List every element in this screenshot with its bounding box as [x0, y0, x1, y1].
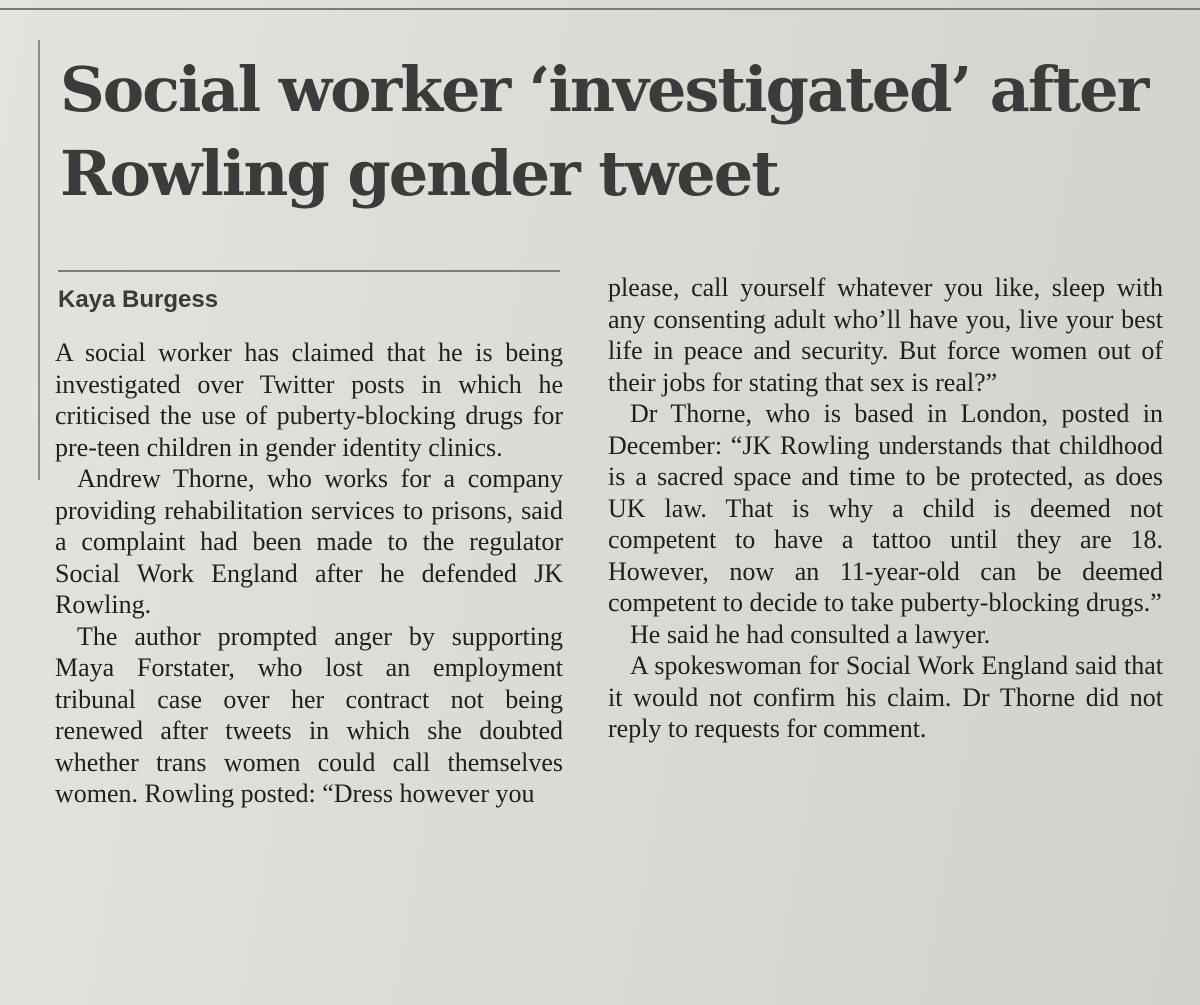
article-byline: Kaya Burgess [58, 286, 219, 313]
article-paragraph: He said he had consulted a lawyer. [630, 619, 991, 649]
article-column-left [55, 337, 563, 810]
byline-rule [58, 270, 560, 272]
column-divider [38, 40, 40, 480]
article-paragraph: Andrew Thorne, who works for a company providing rehabilitation services to prisons, said a complaint had been made to the regulator Social Work England after he defended JK Rowling. [55, 464, 563, 619]
article-paragraph: A social worker has claimed that he is being investigated over Twitter posts in which he criticised the use of puberty-blocking drugs for pre-teen children in gender identity clinics. [55, 338, 563, 462]
article-paragraph: Dr Thorne, who is based in London, posted in December: “JK Rowling understands that childhood is a sacred space and time to be protected, as does UK law. That is why a child is deemed not competent to have a tattoo until they are 18. However, now an 11-year-old can be deemed competent to decide to take puberty-blocking drugs.” [608, 399, 1163, 617]
top-rule [0, 8, 1200, 10]
article-column-right [608, 272, 1163, 745]
article-headline: Social worker ‘investigated’ after Rowling gender tweet [60, 53, 1148, 210]
article-paragraph: A spokeswoman for Social Work England said that it would not confirm his claim. Dr Thorne did not reply to requests for comment. [608, 651, 1163, 743]
article-paragraph: The author prompted anger by supporting Maya Forstater, who lost an employment tribunal case over her contract not being renewed after tweets in which she doubted whether trans women could call themselves women. Rowling posted: “Dress however you [55, 621, 563, 808]
article-paragraph: please, call yourself whatever you like, sleep with any consenting adult who’ll have you, live your best life in peace and security. But force women out of their jobs for stating that sex is real?” [608, 273, 1163, 397]
